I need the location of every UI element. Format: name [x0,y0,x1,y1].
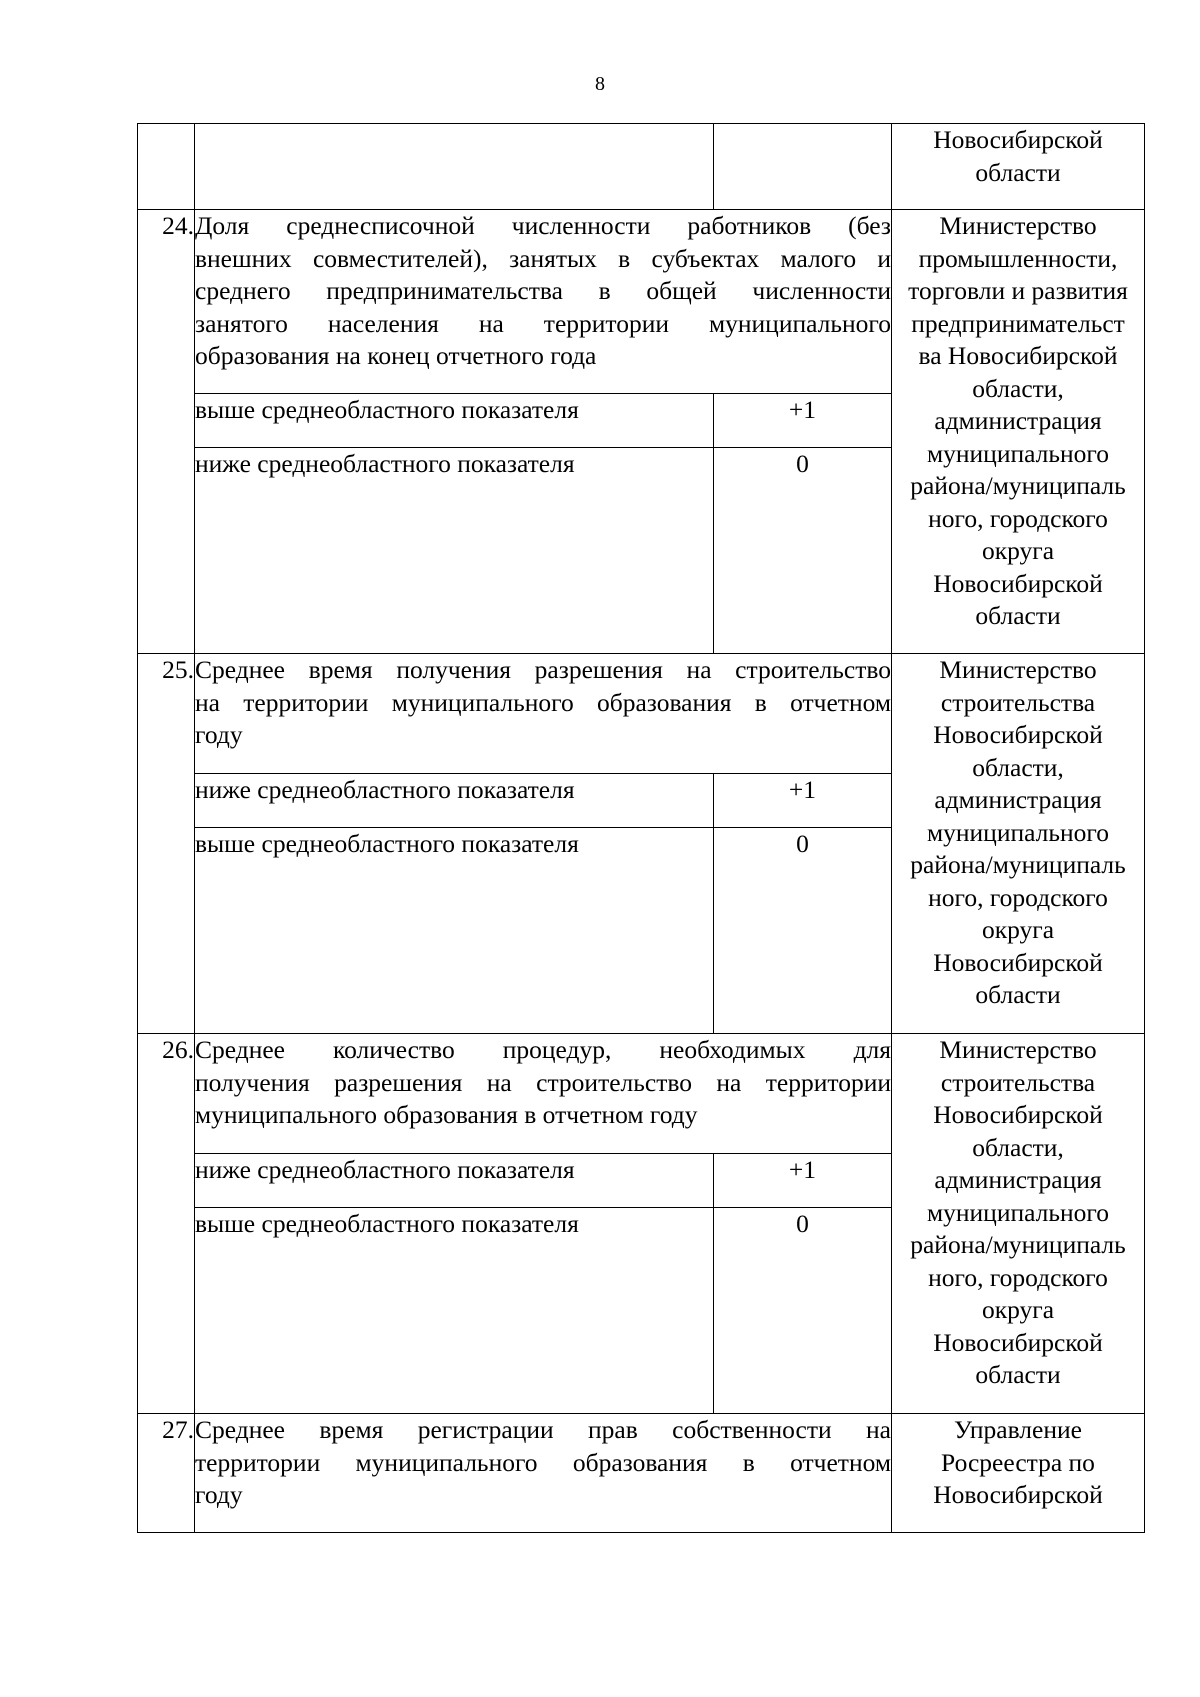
title-line: среднего предпринимательства в общей численности [195,276,891,305]
continuation-row [138,124,1145,210]
title-line: муниципального образования в отчетном году [195,1100,698,1129]
criterion-label: ниже среднеобластного показателя [195,1154,714,1208]
responsible-line: Новосибирской [933,947,1103,977]
continuation-responsible [892,124,1145,210]
responsible-cell [892,654,1145,1034]
indicator-title [195,1414,892,1533]
title-line: году [195,720,243,749]
responsible-line: области [975,601,1061,630]
title-line: на территории муниципального образования в отчетном [195,687,891,717]
responsible-line: Новосибирской [933,1480,1103,1509]
indicator-number: 25. [138,654,195,1034]
responsible-line: области, [972,373,1064,403]
indicator-row-25 [138,654,1145,774]
criterion-score: 0 [714,828,892,1034]
criterion-score: 0 [714,448,892,654]
responsible-line: администрация [934,785,1102,814]
responsible-line: округа [981,1295,1055,1324]
responsible-line: муниципального [927,438,1109,468]
responsible-line: торговли и развития [908,276,1128,305]
responsible-line: Управление [954,1415,1082,1444]
title-line: Доля среднесписочной численности работников (без [195,211,891,240]
indicator-row-24 [138,210,1145,394]
continuation-score-cell [714,124,892,210]
responsible-line: района/муниципаль [910,850,1126,879]
responsible-line: области, [972,1132,1064,1162]
responsible-line: округа [981,536,1055,565]
criterion-label: выше среднеобластного показателя [195,394,714,448]
criterion-score: +1 [714,1154,892,1208]
responsible-line: Росреестра по [941,1447,1095,1477]
title-line: Среднее время получения разрешения на строительство [195,655,891,684]
responsible-cell [892,1034,1145,1414]
title-line: образования на конец отчетного года [195,341,597,370]
continuation-number-cell [138,124,195,210]
responsible-line: Министерство [939,655,1097,684]
responsible-line: района/муниципаль [910,471,1126,500]
responsible-line: ного, городского [928,503,1108,533]
responsible-line: Новосибирской [933,1327,1103,1357]
indicator-number: 24. [138,210,195,654]
responsible-line: муниципального [927,817,1109,847]
responsible-line: области [975,980,1061,1009]
title-line: занятого населения на территории муниципального [195,308,891,338]
responsible-line: Министерство [939,211,1097,240]
indicator-title [195,1034,892,1154]
title-line: Среднее количество процедур, необходимых для [195,1035,891,1064]
indicator-title [195,654,892,774]
criterion-score: +1 [714,394,892,448]
responsible-line: области [975,1360,1061,1389]
responsible-line: Новосибирской [933,1100,1103,1129]
responsible-line: Новосибирской [933,568,1103,598]
responsible-line: Министерство [939,1035,1097,1064]
responsible-line: области [975,157,1061,187]
indicator-number: 26. [138,1034,195,1414]
indicator-number: 27. [138,1414,195,1533]
title-line: Среднее время регистрации прав собственности на [195,1415,891,1444]
responsible-line: Новосибирской [933,125,1103,154]
criterion-label: ниже среднеобластного показателя [195,448,714,654]
responsible-line: администрация [934,1165,1102,1194]
responsible-cell [892,1414,1145,1533]
criterion-score: 0 [714,1208,892,1414]
criterion-label: выше среднеобластного показателя [195,828,714,1034]
responsible-line: ного, городского [928,1262,1108,1292]
responsible-line: строительства [940,687,1096,717]
responsible-line: предпринимательст [911,308,1125,338]
responsible-line: Новосибирской [933,720,1103,749]
title-line: получения разрешения на строительство на территории [195,1067,891,1097]
responsible-line: промышленности, [918,243,1118,273]
indicators-table [137,123,1145,1533]
title-line: территории муниципального образования в отчетном [195,1447,891,1477]
indicator-title [195,210,892,394]
criterion-label: ниже среднеобластного показателя [195,774,714,828]
responsible-line: муниципального [927,1197,1109,1227]
responsible-line: строительства [940,1067,1096,1097]
title-line: году [195,1480,243,1509]
responsible-line: ного, городского [928,882,1108,912]
page-number: 8 [595,73,605,95]
title-line: внешних совместителей), занятых в субъектах малого и [195,243,891,273]
responsible-line: округа [981,915,1055,944]
indicator-row-26 [138,1034,1145,1154]
responsible-line: области, [972,752,1064,782]
continuation-title-cell [195,124,714,210]
responsible-line: администрация [934,406,1102,435]
criterion-label: выше среднеобластного показателя [195,1208,714,1414]
responsible-line: ва Новосибирской [918,341,1118,370]
criterion-score: +1 [714,774,892,828]
responsible-line: района/муниципаль [910,1230,1126,1259]
responsible-cell [892,210,1145,654]
indicator-row-27 [138,1414,1145,1533]
